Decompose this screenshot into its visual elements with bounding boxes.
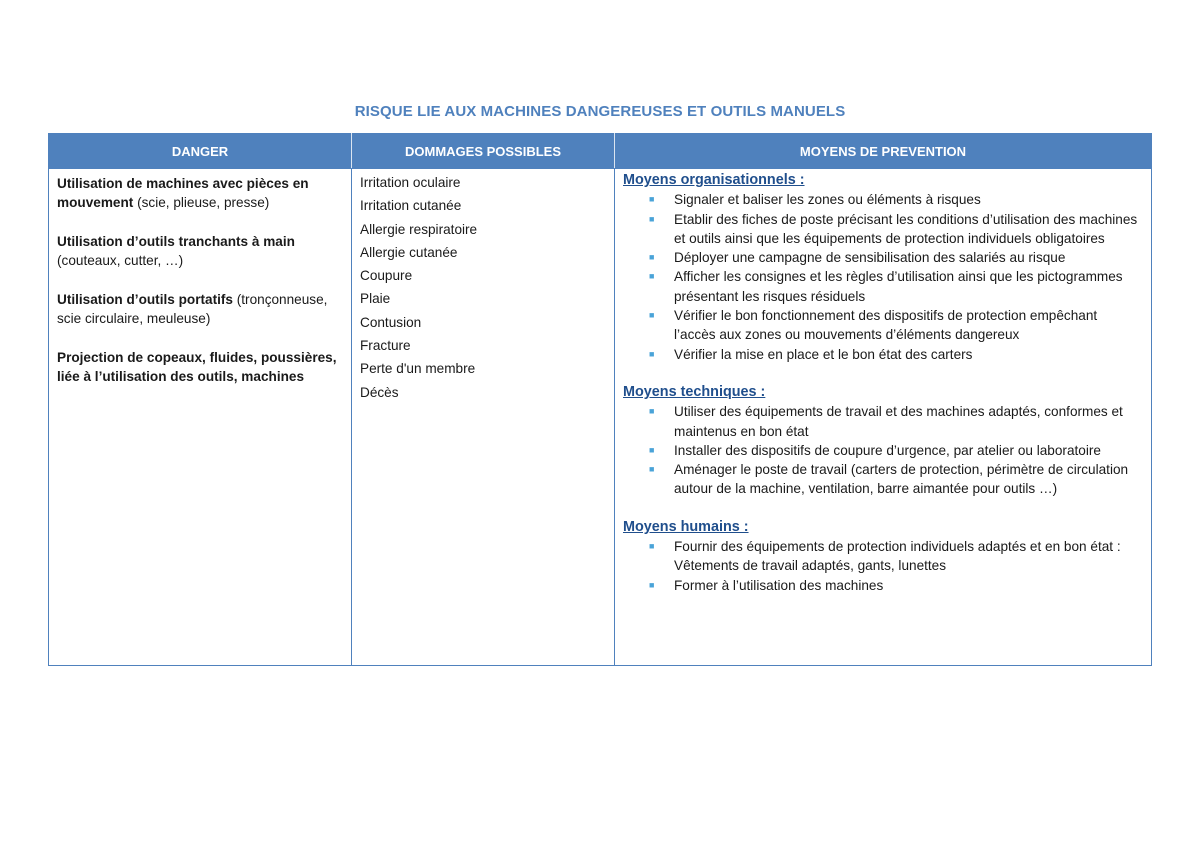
risk-table — [48, 133, 1152, 666]
list-item-text: Aménager le poste de travail (carters de protection, périmètre de circulation autour de la machine, ventilation, barre aimantée pour outils …) — [674, 462, 1129, 497]
square-bullet-icon: ■ — [649, 348, 655, 359]
danger-item — [57, 348, 341, 387]
list-item-text: Utiliser des équipements de travail et des machines adaptés, conformes et maintenus en bon état — [674, 404, 1123, 439]
danger-item-detail: (scie, plieuse, presse) — [133, 195, 270, 211]
list-item — [649, 210, 1139, 249]
damage-item: Perte d'un membre — [360, 361, 476, 377]
list-item — [649, 441, 1139, 460]
square-bullet-icon: ■ — [649, 213, 655, 224]
list-item-text: Déployer une campagne de sensibilisation des salariés au risque — [674, 250, 1066, 266]
damage-item: Plaie — [360, 291, 391, 307]
table-header-row — [49, 134, 1152, 169]
danger-item-bold: Utilisation de machines avec pièces en mouvement — [57, 176, 309, 211]
list-item — [649, 190, 1139, 209]
technical-list — [623, 402, 1139, 498]
list-item-text: Vérifier le bon fonctionnement des dispositifs de protection empêchant l’accès aux zones ou mouvements d’éléments dangereux — [674, 308, 1098, 343]
list-item — [649, 248, 1139, 267]
danger-item — [57, 174, 341, 213]
square-bullet-icon: ■ — [649, 194, 655, 205]
danger-item-bold: Utilisation d’outils tranchants à main — [57, 233, 295, 249]
square-bullet-icon: ■ — [649, 406, 655, 417]
danger-item-bold: Projection de copeaux, fluides, poussières, liée à l’utilisation des outils, machines — [57, 349, 337, 384]
header-prevention: MOYENS DE PREVENTION — [615, 134, 1152, 169]
list-item-text: Etablir des fiches de poste précisant les conditions d’utilisation des machines et outils ainsi que les équipements de protection individuels obligatoires — [674, 211, 1138, 246]
square-bullet-icon: ■ — [649, 579, 655, 590]
list-item — [649, 537, 1139, 576]
list-item — [649, 345, 1139, 364]
section-title-organisational: Moyens organisationnels : — [623, 172, 805, 188]
danger-item-bold: Utilisation d’outils portatifs — [57, 291, 233, 307]
list-item-text: Signaler et baliser les zones ou éléments à risques — [674, 192, 981, 208]
header-danger: DANGER — [49, 134, 352, 169]
list-item — [649, 402, 1139, 441]
list-item — [649, 306, 1139, 345]
square-bullet-icon: ■ — [649, 252, 655, 263]
square-bullet-icon: ■ — [649, 464, 655, 475]
page-title: RISQUE LIE AUX MACHINES DANGEREUSES ET OUTILS MANUELS — [354, 103, 846, 120]
organisational-list — [623, 190, 1139, 364]
list-item-text: Fournir des équipements de protection individuels adaptés et en bon état : Vêtements de travail adaptés, gants, lunettes — [674, 539, 1121, 574]
damage-item: Décès — [360, 384, 399, 400]
danger-item — [57, 290, 341, 329]
list-item — [649, 460, 1139, 499]
damage-item: Fracture — [360, 338, 411, 354]
danger-item-detail: (tronçonneuse, scie circulaire, meuleuse) — [57, 291, 328, 327]
header-damages: DOMMAGES POSSIBLES — [352, 134, 615, 169]
damage-item: Allergie respiratoire — [360, 221, 478, 237]
square-bullet-icon: ■ — [649, 271, 655, 282]
square-bullet-icon: ■ — [649, 541, 655, 552]
damage-item: Allergie cutanée — [360, 244, 458, 260]
list-item-text: Afficher les consignes et les règles d’utilisation ainsi que les pictogrammes présentant les risques résiduels — [674, 269, 1123, 304]
square-bullet-icon: ■ — [649, 444, 655, 455]
list-item-text: Vérifier la mise en place et le bon état des carters — [674, 346, 973, 362]
damage-item: Contusion — [360, 314, 422, 330]
list-item-text: Installer des dispositifs de coupure d’urgence, par atelier ou laboratoire — [674, 442, 1101, 458]
human-list — [623, 537, 1139, 595]
table-row — [49, 169, 1152, 666]
damage-item: Irritation oculaire — [360, 175, 461, 190]
danger-cell — [49, 169, 352, 666]
section-title-human: Moyens humains : — [623, 518, 749, 535]
section-title-technical: Moyens techniques : — [623, 383, 766, 400]
list-item-text: Former à l’utilisation des machines — [674, 577, 884, 593]
square-bullet-icon: ■ — [649, 310, 655, 321]
damages-cell — [352, 169, 615, 666]
prevention-cell — [615, 169, 1152, 666]
damage-item: Irritation cutanée — [360, 198, 462, 214]
danger-item-detail: (couteaux, cutter, …) — [57, 253, 184, 269]
list-item — [649, 576, 1139, 595]
damage-item: Coupure — [360, 268, 413, 284]
danger-item — [57, 232, 341, 271]
list-item — [649, 267, 1139, 306]
